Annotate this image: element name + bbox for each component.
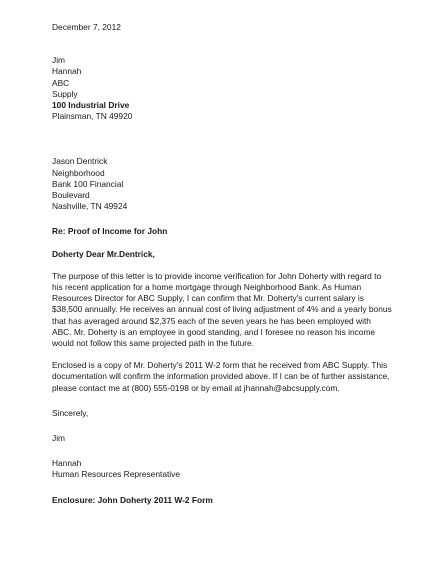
recipient-address	[52, 156, 392, 212]
letter-date: December 7, 2012	[52, 22, 121, 32]
recipient-line: Neighborhood	[52, 167, 105, 178]
signature-line: Hannah	[52, 458, 82, 469]
recipient-line: Boulevard	[52, 190, 90, 201]
sender-line: Hannah	[52, 66, 82, 77]
salutation: Doherty Dear Mr.Dentrick,	[52, 248, 155, 259]
sender-line: Supply	[52, 88, 78, 99]
sender-line: ABC	[52, 77, 70, 88]
body-paragraph-1: The purpose of this letter is to provide income verification for John Doherty with regard to his recent application for a home mortgage through Neighborhood Bank. As Human Resources Director for ABC Supply, I can confirm that Mr. Doherty's current salary is $38,500 annually. He receives an annual cost of living adjustment of 4% and a yearly bonus that has averaged around $2,375 each of the seven years he has been employed with ABC. Mr. Doherty is an employee in good standing, and I foresee no reason his income would not follow this same projected path in the future.	[52, 270, 392, 349]
sender-line: 100 Industrial Drive	[52, 100, 130, 111]
recipient-line: Jason Dentrick	[52, 156, 108, 167]
recipient-line: Nashville, TN 49924	[52, 201, 128, 212]
sender-line: Jim	[52, 55, 66, 66]
subject-line: Re: Proof of Income for John	[52, 226, 168, 237]
closing: Sincerely,	[52, 407, 89, 418]
signature-line: Jim	[52, 433, 66, 444]
sender-line: Plainsman, TN 49920	[52, 111, 133, 122]
sender-address	[52, 55, 392, 122]
enclosure-line: Enclosure: John Doherty 2011 W-2 Form	[52, 494, 213, 505]
recipient-line: Bank 100 Financial	[52, 178, 124, 189]
body-paragraph-2: Enclosed is a copy of Mr. Doherty's 2011 W-2 form that he received from ABC Supply. This documentation will confirm the information provided above. If I can be of further assistance, please contact me at (800) 555-0198 or by email at jhannah@abcsupply.com.	[52, 360, 390, 393]
signature-title: Human Resources Representative	[52, 469, 181, 480]
